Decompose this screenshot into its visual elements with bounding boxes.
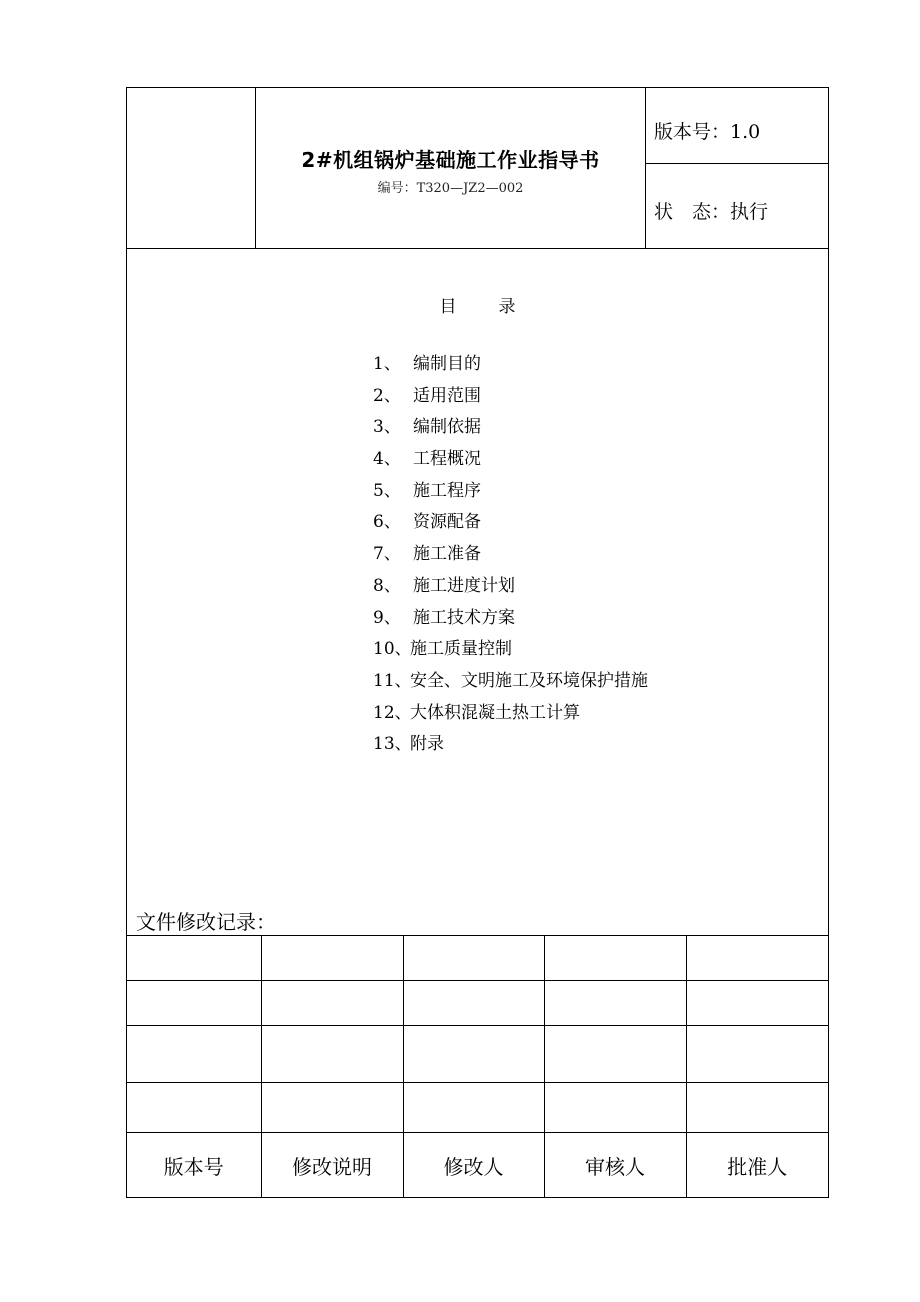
status-label: 状 态：执行 [654, 201, 769, 223]
revision-cell[interactable] [261, 981, 403, 1026]
title-cell [256, 88, 646, 248]
toc-item-text: 施工技术方案 [413, 607, 515, 628]
toc-item-text: 工程概况 [413, 449, 481, 470]
revision-cell[interactable] [261, 1083, 403, 1133]
version-label: 版本号：1.0 [654, 121, 761, 143]
toc-item[interactable] [373, 510, 648, 542]
toc-heading [127, 292, 828, 317]
revision-cell[interactable] [127, 936, 261, 981]
toc-item[interactable] [373, 637, 648, 669]
document-title: 2#机组锅炉基础施工作业指导书 [301, 148, 600, 172]
revision-cell[interactable] [127, 981, 261, 1026]
revision-caption: 文件修改记录： [136, 910, 276, 934]
toc-item[interactable] [373, 669, 648, 701]
toc-item-number: 11、 [373, 670, 412, 691]
toc-item[interactable] [373, 447, 648, 479]
toc-item-text: 大体积混凝土热工计算 [410, 702, 580, 723]
meta-cell [646, 88, 828, 248]
toc-item[interactable] [373, 415, 648, 447]
toc-item[interactable] [373, 701, 648, 733]
revision-header-row [127, 1133, 828, 1198]
logo-cell [127, 88, 256, 248]
column-header-modifier: 修改人 [403, 1133, 544, 1198]
document-header [127, 88, 828, 249]
revision-cell[interactable] [544, 1083, 686, 1133]
toc-item[interactable] [373, 732, 648, 764]
toc-item-text: 资源配备 [413, 512, 481, 533]
toc-item[interactable] [373, 384, 648, 416]
revision-cell[interactable] [686, 1083, 828, 1133]
toc-item-number: 1、 [373, 354, 401, 374]
toc-item-text: 安全、文明施工及环境保护措施 [410, 670, 648, 691]
column-header-description: 修改说明 [261, 1133, 403, 1198]
version-cell [646, 88, 828, 164]
document-code: 编号：T320—JZ2—002 [377, 181, 524, 196]
toc-item-number: 9、 [373, 607, 401, 628]
revision-cell[interactable] [261, 936, 403, 981]
toc-item-number: 4、 [373, 449, 401, 470]
toc-heading-right: 录 [498, 297, 516, 317]
toc-list [373, 352, 648, 764]
revision-cell[interactable] [403, 1026, 544, 1083]
column-header-approver: 批准人 [686, 1133, 828, 1198]
revision-cell[interactable] [403, 936, 544, 981]
toc-item[interactable] [373, 479, 648, 511]
toc-item-text: 适用范围 [413, 385, 481, 406]
revision-row-empty [127, 1083, 828, 1133]
toc-item-text: 编制目的 [413, 354, 481, 374]
toc-item[interactable] [373, 542, 648, 574]
toc-item-text: 施工程序 [413, 480, 481, 501]
revision-row-empty [127, 981, 828, 1026]
toc-item-number: 13、 [373, 734, 412, 755]
toc-item-number: 2、 [373, 385, 401, 406]
toc-item-number: 10、 [373, 639, 412, 660]
toc-item-text: 施工进度计划 [413, 575, 515, 596]
column-header-reviewer: 审核人 [544, 1133, 686, 1198]
toc-item-number: 7、 [373, 544, 401, 565]
toc-item[interactable] [373, 606, 648, 638]
revision-cell[interactable] [544, 936, 686, 981]
toc-item-number: 8、 [373, 575, 401, 596]
revision-cell[interactable] [403, 981, 544, 1026]
status-cell [646, 164, 828, 248]
revision-cell[interactable] [686, 1026, 828, 1083]
toc-item-number: 12、 [373, 702, 412, 723]
toc-item-number: 3、 [373, 417, 401, 438]
revision-cell[interactable] [127, 1083, 261, 1133]
document-page [126, 87, 829, 1198]
revision-row-empty [127, 1026, 828, 1083]
column-header-version: 版本号 [127, 1133, 261, 1198]
toc-item-text: 施工质量控制 [410, 639, 512, 660]
toc-item-text: 附录 [410, 734, 444, 755]
revision-cell[interactable] [544, 981, 686, 1026]
toc-item[interactable] [373, 352, 648, 384]
toc-item-number: 5、 [373, 480, 401, 501]
revision-cell[interactable] [261, 1026, 403, 1083]
revision-table [127, 935, 828, 1198]
toc-item-number: 6、 [373, 512, 401, 533]
toc-heading-left: 目 [439, 297, 457, 317]
revision-row-empty [127, 936, 828, 981]
toc-item[interactable] [373, 574, 648, 606]
revision-cell[interactable] [686, 981, 828, 1026]
toc-item-text: 施工准备 [413, 544, 481, 565]
revision-cell[interactable] [403, 1083, 544, 1133]
revision-cell[interactable] [686, 936, 828, 981]
toc-item-text: 编制依据 [413, 417, 481, 438]
revision-cell[interactable] [544, 1026, 686, 1083]
revision-cell[interactable] [127, 1026, 261, 1083]
